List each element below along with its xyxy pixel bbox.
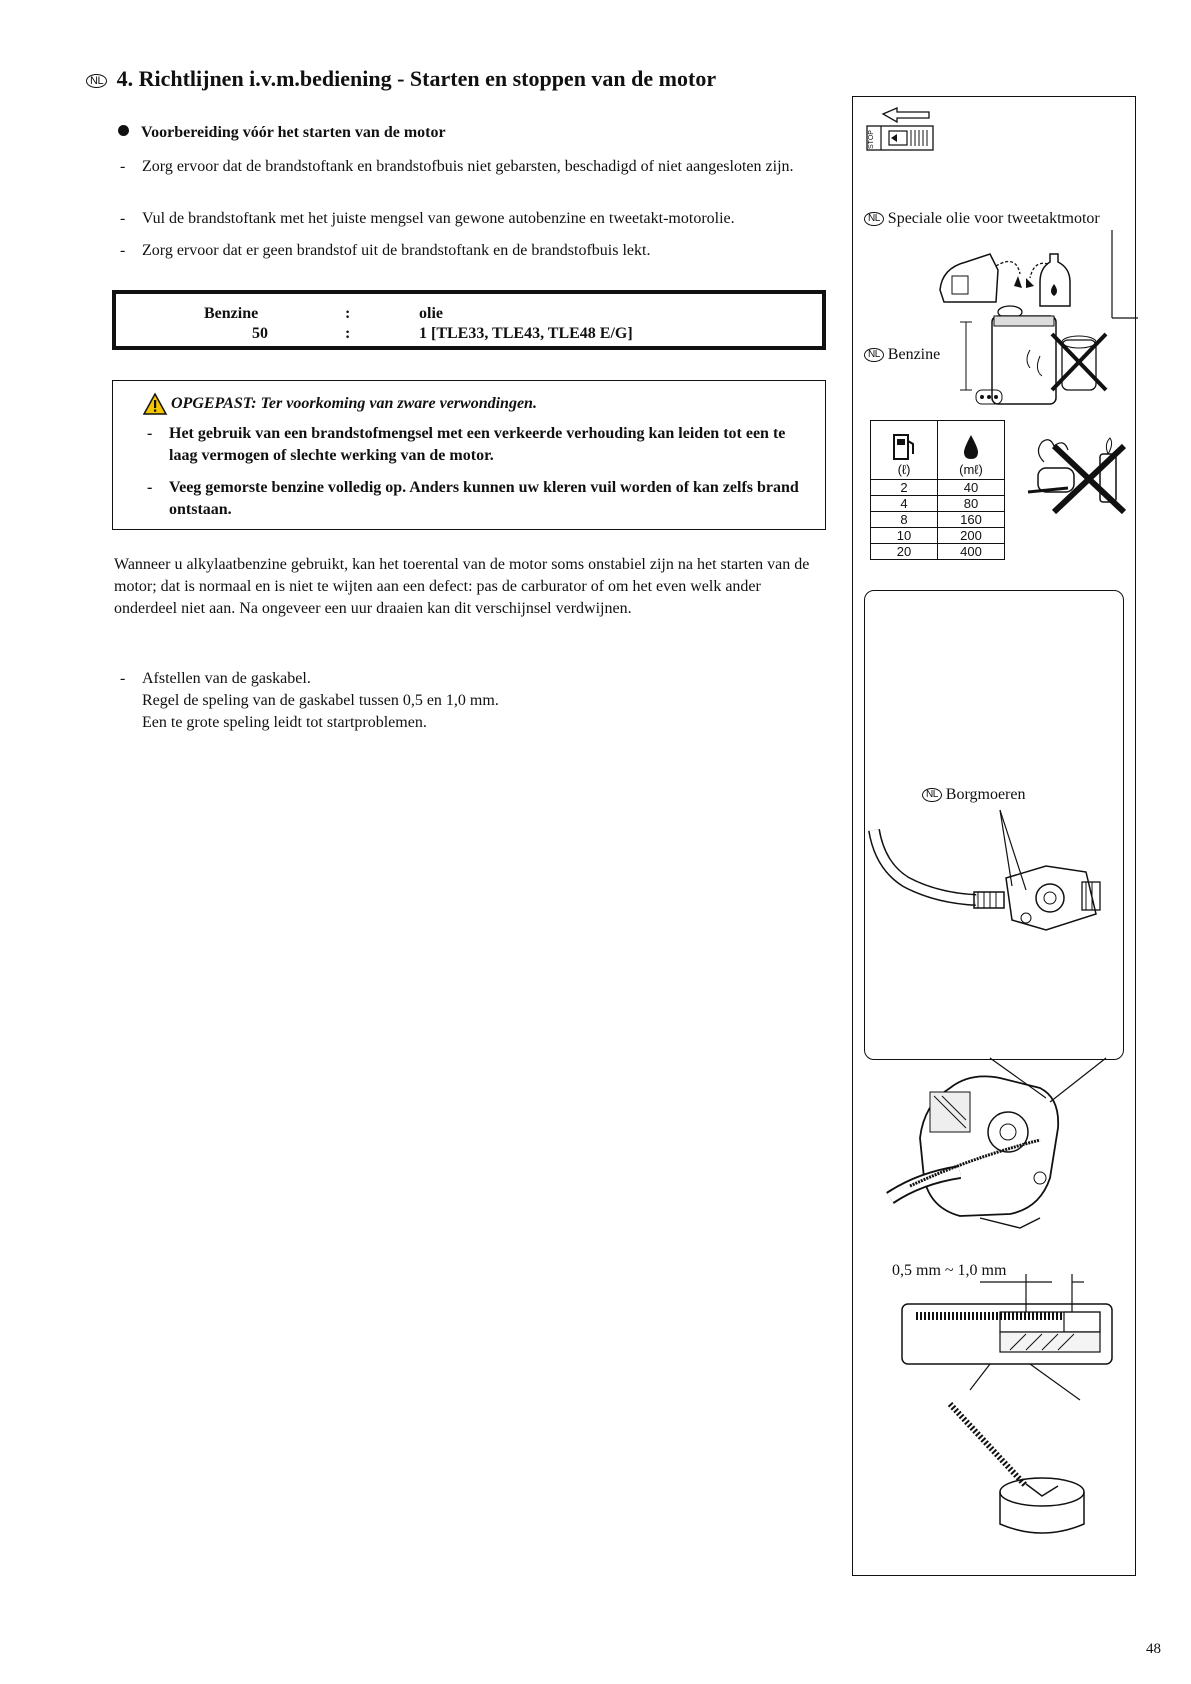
engine-illustration [890, 1068, 1090, 1238]
preparation-heading-text: Voorbereiding vóór het starten van de motor [141, 124, 446, 141]
gas-cable-line: Een te grote speling leidt tot startproblemen. [142, 714, 427, 731]
oil-label-text: Speciale olie voor tweetaktmotor [887, 210, 1100, 227]
borgmoeren-label-text: Borgmoeren [945, 786, 1026, 803]
page-number: 48 [1146, 1641, 1161, 1657]
alkylate-paragraph: Wanneer u alkylaatbenzine gebruikt, kan het toerental van de motor soms onstabiel zijn na het starten van de motor; dat is normaal en is niet te wijten aan een defect: pas de carburator of om het even welk ander onderdeel niet aan. Na ongeveer een uur draaien kan dit verschijnsel verdwijnen. [114, 556, 810, 617]
warning-triangle-icon [143, 393, 167, 415]
benzine-label [864, 346, 940, 364]
mixing-table [870, 420, 1005, 560]
table-header-fuel-unit: (ℓ) [897, 462, 911, 477]
warning-item-text: Het gebruik van een brandstofmengsel met een verkeerde verhouding kan leiden tot een te laag vermogen of slechte werking van de motor. [169, 425, 786, 464]
borgmoeren-label [922, 786, 1025, 804]
carburetor-cable-illustration [866, 806, 1126, 946]
mix-oil-label: olie [419, 305, 443, 322]
clearance-diagram [880, 1272, 1120, 1532]
table-row [871, 496, 1005, 512]
list-item: - Zorg ervoor dat de brandstoftank en brandstofbuis niet gebarsten, beschadigd of niet aangesloten zijn. [120, 156, 820, 178]
table-cell: 8 [871, 512, 938, 528]
warning-item: - Het gebruik van een brandstofmengsel met een verkeerde verhouding kan leiden tot een te laag vermogen of slechte werking van de motor. [147, 423, 807, 467]
table-cell: 80 [938, 496, 1005, 512]
no-fire-icon [1024, 432, 1134, 522]
table-row [871, 480, 1005, 496]
fuel-pump-icon [889, 432, 919, 462]
mix-separator: : [345, 325, 351, 342]
table-cell: 20 [871, 544, 938, 560]
bullet-icon [118, 125, 129, 136]
warning-item-text: Veeg gemorste benzine volledig op. Anders kunnen uw kleren vuil worden of kan zelfs brand ontstaan. [169, 479, 799, 518]
mix-separator: : [345, 305, 351, 322]
list-item: - Zorg ervoor dat er geen brandstof uit de brandstoftank en de brandstofbuis lekt. [120, 240, 820, 262]
table-row [871, 528, 1005, 544]
list-item-text: Vul de brandstoftank met het juiste mengsel van gewone autobenzine en tweetakt-motorolie. [142, 210, 735, 227]
table-cell: 200 [938, 528, 1005, 544]
gas-cable-line: Regel de speling van de gaskabel tussen 0,5 en 1,0 mm. [142, 692, 499, 709]
warning-box [112, 380, 826, 530]
warning-item: - Veeg gemorste benzine volledig op. Anders kunnen uw kleren vuil worden of kan zelfs brand ontstaan. [147, 477, 807, 521]
table-header-oil-unit: (mℓ) [959, 462, 983, 477]
language-badge: NL [864, 212, 884, 226]
language-badge: NL [864, 348, 884, 362]
oil-label [864, 210, 1100, 228]
table-cell: 10 [871, 528, 938, 544]
table-cell: 4 [871, 496, 938, 512]
gas-cable-line: Afstellen van de gaskabel. [142, 670, 311, 687]
language-badge: NL [922, 788, 942, 802]
table-cell: 2 [871, 480, 938, 496]
gas-cable-instructions: - Afstellen van de gaskabel. Regel de speling van de gaskabel tussen 0,5 en 1,0 mm. Een te grote speling leidt tot startproblemen. [120, 668, 720, 734]
warning-title: OPGEPAST: Ter voorkoming van zware verwondingen. [171, 395, 537, 412]
table-row [871, 544, 1005, 560]
mix-ratio-box [112, 290, 826, 350]
page-title-text: 4. Richtlijnen i.v.m.bediening - Starten en stoppen van de motor [116, 66, 717, 91]
table-cell: 400 [938, 544, 1005, 560]
table-header-oil [938, 421, 1005, 480]
list-item-text: Zorg ervoor dat de brandstoftank en brandstofbuis niet gebarsten, beschadigd of niet aangesloten zijn. [142, 158, 794, 175]
list-item: - Vul de brandstoftank met het juiste mengsel van gewone autobenzine en tweetakt-motorolie. [120, 208, 820, 230]
table-header-fuel [871, 421, 938, 480]
stop-label: STOP [868, 130, 875, 149]
clearance-label: 0,5 mm ~ 1,0 mm [892, 1262, 1007, 1279]
table-row [871, 512, 1005, 528]
language-badge: NL [86, 74, 107, 88]
list-item-text: Zorg ervoor dat er geen brandstof uit de brandstoftank en de brandstofbuis lekt. [142, 242, 651, 259]
mix-oil-value: 1 [TLE33, TLE43, TLE48 E/G] [419, 325, 633, 342]
fuel-mixing-illustration [930, 240, 1130, 420]
preparation-heading [118, 124, 446, 142]
table-cell: 40 [938, 480, 1005, 496]
table-cell: 160 [938, 512, 1005, 528]
oil-drop-icon [956, 432, 986, 462]
benzine-label-text: Benzine [887, 346, 941, 363]
mix-benzine-value: 50 [252, 325, 268, 342]
page-title [86, 66, 716, 92]
mix-benzine-label: Benzine [204, 305, 259, 322]
